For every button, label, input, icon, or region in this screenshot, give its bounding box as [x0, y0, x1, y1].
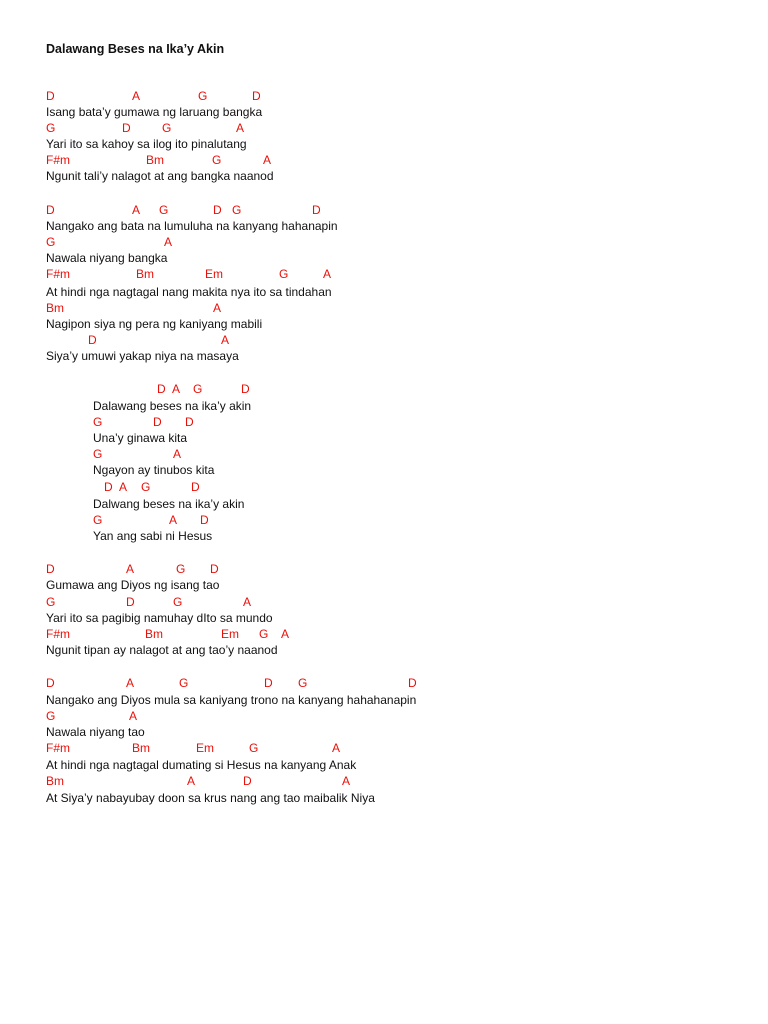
chord-symbol: D [243, 774, 252, 788]
chord-symbol: G [46, 595, 56, 609]
lyric-line: Nagipon siya ng pera ng kaniyang mabili [46, 317, 263, 331]
chord-symbol: Em [221, 627, 239, 641]
chord-symbol: A [129, 709, 138, 723]
chord-symbol: G [176, 562, 186, 576]
chord-symbol: G [198, 89, 208, 103]
chord-symbol: A [126, 562, 135, 576]
chord-symbol: G [141, 480, 151, 494]
chord-symbol: A [169, 513, 178, 527]
chord-symbol: A [132, 89, 141, 103]
chord-symbol: G [212, 153, 222, 167]
chord-symbol: G [193, 382, 203, 396]
chord-symbol: A [164, 235, 173, 249]
chord-symbol: Bm [132, 741, 150, 755]
chord-symbol: A [263, 153, 272, 167]
chord-symbol: G [179, 676, 189, 690]
lyric-line: Dalawang beses na ika’y akin [93, 399, 252, 413]
chord-symbol: D [241, 382, 250, 396]
lyric-line: Yari ito sa kahoy sa ilog ito pinalutang [46, 137, 247, 151]
chord-symbol: F#m [46, 153, 70, 167]
lyric-line: Ngunit tipan ay nalagot at ang tao’y naanod [46, 643, 278, 657]
chord-symbol: Em [196, 741, 214, 755]
chord-symbol: D [157, 382, 166, 396]
chord-symbol: F#m [46, 627, 70, 641]
chord-symbol: Bm [145, 627, 163, 641]
chord-symbol: A [332, 741, 341, 755]
lyric-line: Gumawa ang Diyos ng isang tao [46, 578, 220, 592]
chord-symbol: Bm [136, 267, 154, 281]
chord-symbol: A [243, 595, 252, 609]
chord-symbol: D [408, 676, 417, 690]
chord-symbol: D [264, 676, 273, 690]
chord-symbol: D [126, 595, 135, 609]
lyric-line: At hindi nga nagtagal nang makita nya ito sa tindahan [46, 285, 332, 299]
chord-symbol: G [93, 447, 103, 461]
lyric-line: Ngayon ay tinubos kita [93, 463, 215, 477]
lyric-line: Yari ito sa pagibig namuhay dIto sa mundo [46, 611, 273, 625]
chord-symbol: F#m [46, 741, 70, 755]
chord-symbol: A [323, 267, 332, 281]
chord-symbol: D [46, 203, 55, 217]
chord-symbol: D [46, 89, 55, 103]
chord-symbol: A [213, 301, 222, 315]
chord-symbol: G [298, 676, 308, 690]
chord-symbol: A [172, 382, 181, 396]
chord-symbol: Bm [46, 301, 64, 315]
chord-symbol: D [153, 415, 162, 429]
lyric-line: At Siya’y nabayubay doon sa krus nang ang tao maibalik Niya [46, 791, 375, 805]
chord-symbol: D [213, 203, 222, 217]
lyric-line: Dalwang beses na ika’y akin [93, 497, 245, 511]
chord-symbol: D [191, 480, 200, 494]
chord-symbol: Bm [146, 153, 164, 167]
lyric-line: Una’y ginawa kita [93, 431, 188, 445]
chord-symbol: G [162, 121, 172, 135]
chord-symbol: A [236, 121, 245, 135]
chord-symbol: Bm [46, 774, 64, 788]
chord-symbol: D [210, 562, 219, 576]
chord-symbol: A [281, 627, 290, 641]
lyric-line: Ngunit tali’y nalagot at ang bangka naanod [46, 169, 274, 183]
chord-symbol: G [46, 121, 56, 135]
chord-symbol: G [93, 415, 103, 429]
chord-symbol: G [159, 203, 169, 217]
chord-symbol: G [259, 627, 269, 641]
chord-symbol: A [342, 774, 351, 788]
lyric-line: Isang bata’y gumawa ng laruang bangka [46, 105, 263, 119]
chord-symbol: G [279, 267, 289, 281]
chord-symbol: G [93, 513, 103, 527]
chord-symbol: A [132, 203, 141, 217]
lyric-line: Siya’y umuwi yakap niya na masaya [46, 349, 239, 363]
chord-symbol: G [173, 595, 183, 609]
chord-symbol: A [119, 480, 128, 494]
chord-symbol: D [46, 676, 55, 690]
lyric-line: Nawala niyang bangka [46, 251, 168, 265]
chord-symbol: D [104, 480, 113, 494]
song-title: Dalawang Beses na Ika’y Akin [46, 42, 225, 56]
lyric-line: Nangako ang Diyos mula sa kaniyang trono na kanyang hahahanapin [46, 693, 417, 707]
chord-symbol: A [221, 333, 230, 347]
chord-symbol: A [126, 676, 135, 690]
chord-symbol: D [312, 203, 321, 217]
chord-symbol: G [46, 235, 56, 249]
chord-symbol: D [46, 562, 55, 576]
lyric-line: Yan ang sabi ni Hesus [93, 529, 213, 543]
chord-symbol: G [232, 203, 242, 217]
chord-symbol: D [88, 333, 97, 347]
chord-symbol: D [122, 121, 131, 135]
chord-symbol: Em [205, 267, 223, 281]
chord-symbol: D [185, 415, 194, 429]
lyric-line: Nangako ang bata na lumuluha na kanyang hahanapin [46, 219, 338, 233]
chord-symbol: G [46, 709, 56, 723]
chord-symbol: D [200, 513, 209, 527]
chord-symbol: A [173, 447, 182, 461]
chord-symbol: A [187, 774, 196, 788]
chord-symbol: G [249, 741, 259, 755]
lyric-line: At hindi nga nagtagal dumating si Hesus na kanyang Anak [46, 758, 357, 772]
chord-symbol: F#m [46, 267, 70, 281]
lyric-line: Nawala niyang tao [46, 725, 145, 739]
chord-symbol: D [252, 89, 261, 103]
